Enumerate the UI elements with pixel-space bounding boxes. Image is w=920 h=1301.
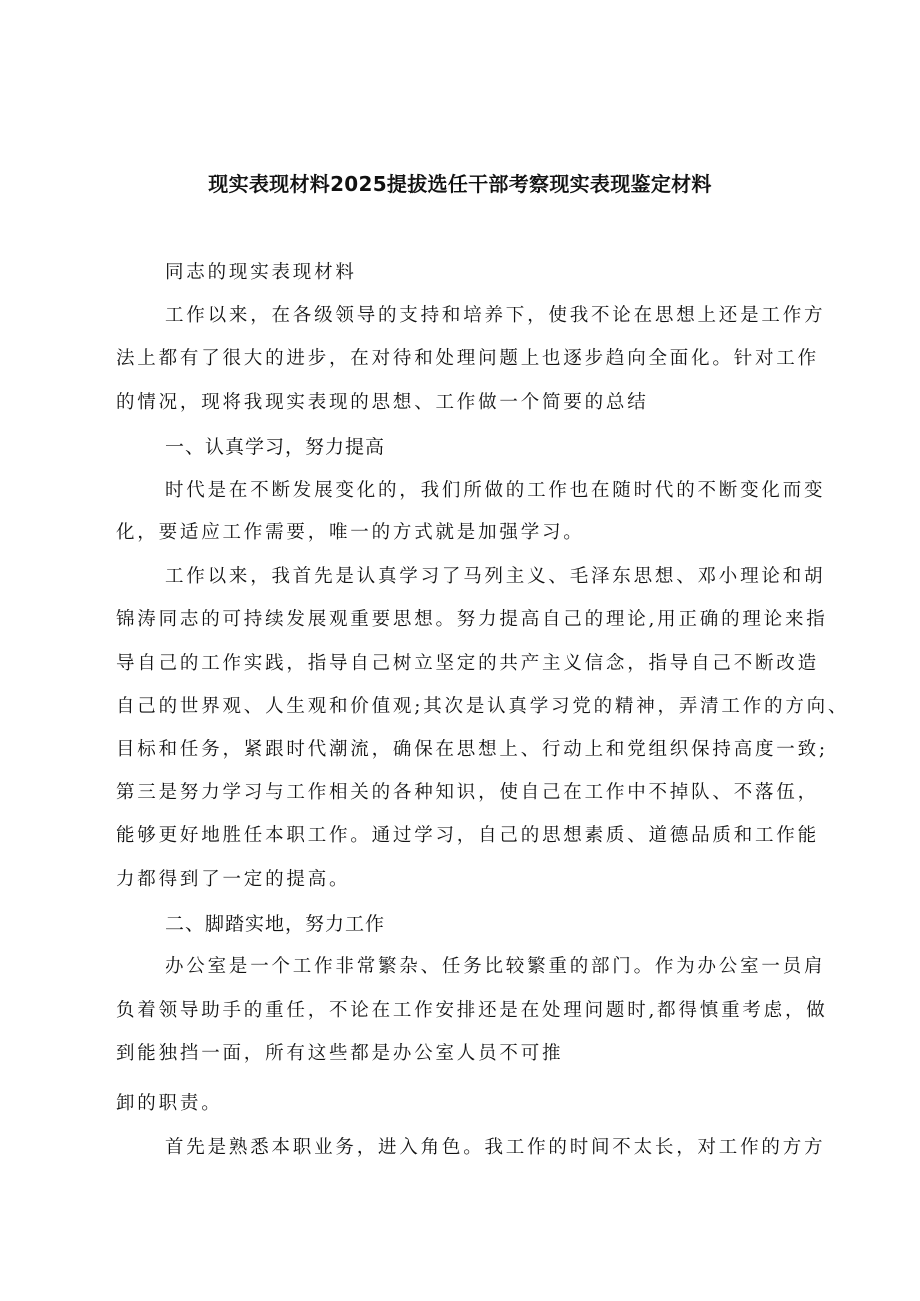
- section-1-heading: 一、认真学习，努力提高: [165, 436, 386, 458]
- section-1-para-2-line-5: 目标和任务，紧跟时代潮流，确保在思想上、行动上和党组织保持高度一致;: [116, 739, 828, 760]
- section-1-para-2-line-7: 能够更好地胜任本职工作。通过学习，自己的思想素质、道德品质和工作能: [116, 825, 819, 846]
- salutation: 同志的现实表现材料: [165, 262, 357, 283]
- section-1-para-2-line-1: 工作以来，我首先是认真学习了马列主义、毛泽东思想、邓小理论和胡: [165, 566, 826, 587]
- section-1-para-1-line-1: 时代是在不断发展变化的，我们所做的工作也在随时代的不断变化而变: [165, 480, 826, 501]
- intro-line-3: 的情况，现将我现实表现的思想、工作做一个简要的总结: [116, 392, 649, 413]
- document-title: 现实表现材料2025提拔选任干部考察现实表现鉴定材料: [208, 172, 712, 196]
- section-1-para-1-line-2: 化，要适应工作需要，唯一的方式就是加强学习。: [116, 522, 585, 543]
- section-1-para-2-line-4: 自己的世界观、人生观和价值观;其次是认真学习党的精神，弄清工作的方向、: [116, 696, 850, 717]
- section-2-para-1-line-4: 卸的职责。: [116, 1093, 223, 1114]
- intro-line-1: 工作以来，在各级领导的支持和培养下，使我不论在思想上还是工作方: [165, 305, 826, 326]
- section-2-para-1-line-2: 负着领导助手的重任，不论在工作安排还是在处理问题时,都得慎重考虑，做: [116, 1000, 828, 1021]
- section-2-para-1-line-3: 到能独挡一面，所有这些都是办公室人员不可推: [116, 1043, 564, 1064]
- section-1-para-2-line-3: 导自己的工作实践，指导自己树立坚定的共产主义信念，指导自己不断改造: [116, 653, 819, 674]
- section-2-heading: 二、脚踏实地，努力工作: [165, 913, 386, 935]
- section-1-para-2-line-6: 第三是努力学习与工作相关的各种知识，使自己在工作中不掉队、不落伍，: [116, 782, 819, 803]
- section-2-para-1-line-1: 办公室是一个工作非常繁杂、任务比较繁重的部门。作为办公室一员肩: [165, 956, 826, 977]
- section-2-para-2-line-1: 首先是熟悉本职业务，进入角色。我工作的时间不太长，对工作的方方: [165, 1137, 826, 1158]
- intro-line-2: 法上都有了很大的进步，在对待和处理问题上也逐步趋向全面化。针对工作: [116, 348, 819, 369]
- section-1-para-2-line-8: 力都得到了一定的提高。: [116, 869, 351, 890]
- section-1-para-2-line-2: 锦涛同志的可持续发展观重要思想。努力提高自己的理论,用正确的理论来指: [116, 609, 828, 630]
